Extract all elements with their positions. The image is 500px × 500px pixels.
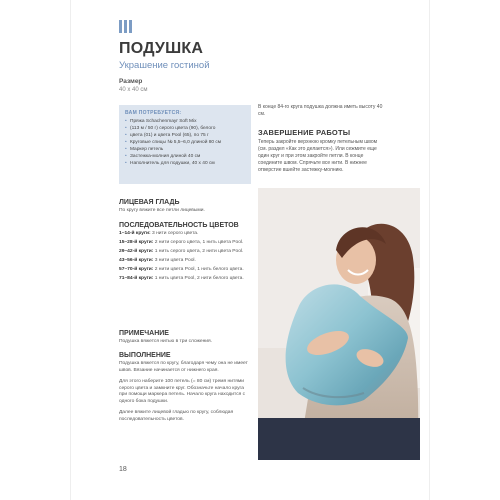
materials-box [119, 105, 251, 184]
color-row-label: 43–56-й круги: [119, 258, 154, 264]
color-row-label: 57–70-й круги: [119, 267, 154, 273]
materials-item: • Круговые спицы № 5,5–6,0 длиной 80 см [125, 139, 245, 146]
color-row [119, 240, 251, 247]
color-row [119, 276, 251, 283]
color-row-label: 15–28-й круги: [119, 240, 154, 246]
color-row-text: 1 нить серого цвета, 2 нити цвета Pool. [154, 249, 244, 255]
color-row-text: 2 нити серого цвета, 1 нить цвета Pool. [154, 240, 244, 246]
color-row-label: 71–84-й круги: [119, 276, 154, 282]
color-sequence-title: ПОСЛЕДОВАТЕЛЬНОСТЬ ЦВЕТОВ [119, 222, 239, 229]
color-row-text: 1 нить цвета Pool, 2 нити белого цвета. [154, 276, 244, 282]
finish-text: Теперь закройте верхнюю кромку петельным швом (см. раздел «Как это делается»). Или сежмите еще один круг и при этом закройте петли. В конце соедините швом. Спрячьте все нити. В нижнее отверстие вшейте застежку-молнию. [258, 139, 378, 173]
materials-item: • Маркер петель [125, 146, 245, 153]
execution-paragraph: Далее вяжите лицевой гладью по кругу, соблюдая последовательность цветов. [119, 410, 234, 422]
color-row-label: 1–14-й круги: [119, 231, 151, 236]
color-sequence-section [119, 222, 251, 286]
execution-title: ВЫПОЛНЕНИЕ [119, 352, 171, 359]
color-row [119, 249, 251, 256]
materials-item-continued: • (113 м / 50 г) серого цвета (90), белого [125, 125, 245, 132]
color-row-text: 3 нити цвета Pool. [154, 258, 196, 264]
section-logo-icon [119, 20, 132, 33]
finish-title: ЗАВЕРШЕНИЕ РАБОТЫ [258, 128, 351, 137]
stockinette-title: ЛИЦЕВАЯ ГЛАДЬ [119, 199, 180, 206]
materials-item: • Наполнитель для подушки, 40 x 40 см [125, 160, 245, 167]
stockinette-section [119, 199, 251, 215]
color-row-text: 2 нити цвета Pool, 1 нить белого цвета. [154, 267, 244, 273]
stockinette-text: По кругу вяжите все петли лицевыми. [119, 208, 205, 213]
materials-list [125, 118, 245, 167]
note-title: ПРИМЕЧАНИЕ [119, 330, 169, 337]
note-text: Подушка вяжется нитью в три сложения. [119, 339, 213, 344]
page-number: 18 [119, 466, 127, 473]
materials-item: • Пряжа Schachenmayr Soft Mix [125, 118, 245, 125]
materials-item-continued: • цвета (01) и цвета Pool (65), по 75 г [125, 132, 245, 139]
materials-title: ВАМ ПОТРЕБУЕТСЯ: [125, 110, 182, 116]
color-row [119, 267, 251, 274]
note-section [119, 330, 251, 346]
materials-item: • Застежка-молния длиной 40 см [125, 153, 245, 160]
page-subtitle: Украшение гостиной [119, 60, 210, 71]
color-row-text: 3 нити серого цвета. [152, 231, 199, 236]
pillow-photo [258, 188, 420, 460]
color-row [119, 231, 251, 238]
size-label: Размер [119, 78, 143, 85]
size-value: 40 x 40 см [119, 87, 148, 93]
color-row-label: 29–42-й круги: [119, 249, 154, 255]
color-row [119, 258, 251, 265]
page-title: ПОДУШКА [119, 40, 204, 57]
execution-paragraph: Подушка вяжется по кругу, благодаря чему она не имеет швов. Вязание начинается от нижнего края. [119, 361, 248, 373]
intro-text: В конце 84-го круга подушка должна иметь высоту 40 см. [258, 104, 383, 117]
execution-section [119, 352, 251, 423]
execution-paragraph: Для этого наберите 100 петель (= 80 см) тремя нитями серого цвета и замкните круг. Обозначьте начало круга при помощи маркера петель. Начало круга находится с одного бока подушки. [119, 379, 246, 404]
